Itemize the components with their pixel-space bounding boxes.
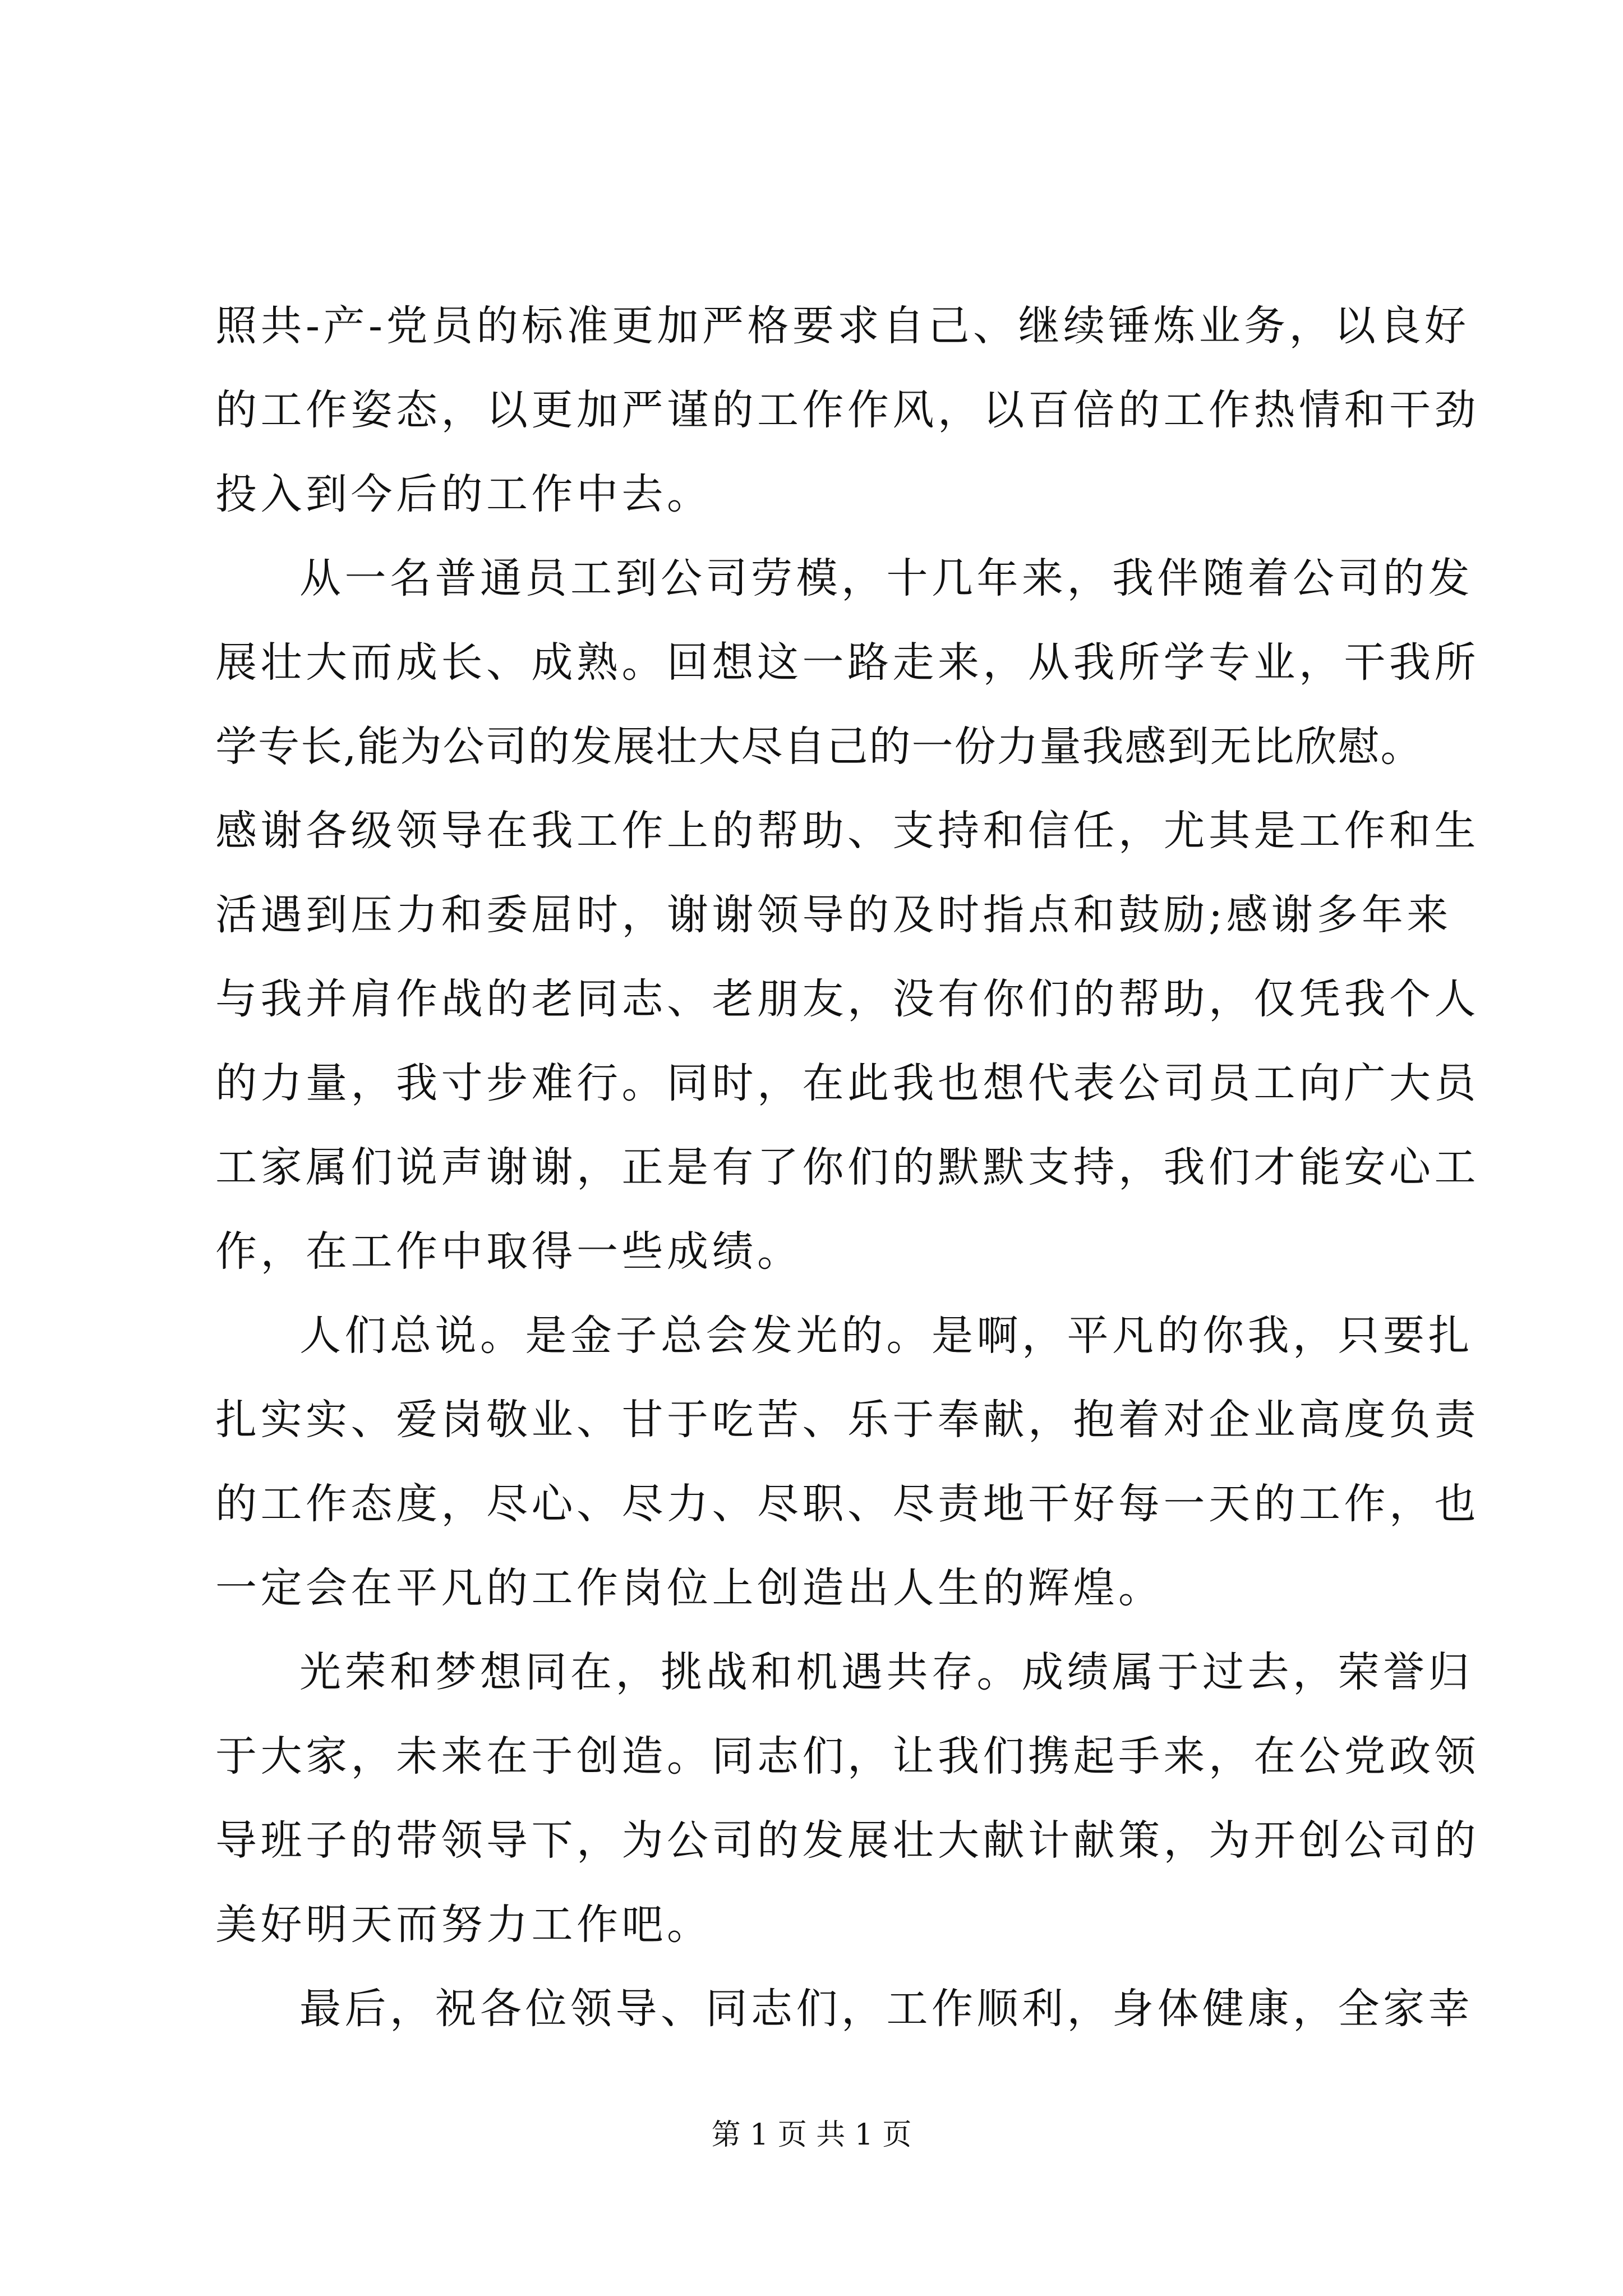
body-text-line: 的工作姿态，以更加严谨的工作作风，以百倍的工作热情和干劲: [215, 386, 1479, 434]
body-text-line: 照共-产-党员的标准更加严格要求自己、继续锤炼业务，以良好: [215, 302, 1470, 350]
body-text-line: 感谢各级领导在我工作上的帮助、支持和信任，尤其是工作和生: [215, 807, 1479, 855]
body-text-line: 美好明天而努力工作吧。: [215, 1901, 712, 1949]
body-text-line: 从一名普通员工到公司劳模，十几年来，我伴随着公司的发: [299, 554, 1473, 602]
body-text-line: 的力量，我寸步难行。同时，在此我也想代表公司员工向广大员: [215, 1059, 1479, 1107]
body-text-line: 最后，祝各位领导、同志们，工作顺利，身体健康，全家幸: [299, 1985, 1473, 2033]
body-text-line: 学专长,能为公司的发展壮大尽自己的一份力量我感到无比欣慰。: [215, 723, 1423, 771]
body-text-line: 活遇到压力和委屈时，谢谢领导的及时指点和鼓励;感谢多年来: [215, 891, 1452, 939]
body-text-line: 光荣和梦想同在，挑战和机遇共存。成绩属于过去，荣誉归: [299, 1648, 1473, 1696]
page-number-footer: 第 1 页 共 1 页: [711, 2118, 912, 2152]
body-text-line: 投入到今后的工作中去。: [215, 470, 712, 518]
body-text-line: 导班子的带领导下，为公司的发展壮大献计献策，为开创公司的: [215, 1816, 1479, 1865]
body-text-line: 的工作态度，尽心、尽力、尽职、尽责地干好每一天的工作，也: [215, 1480, 1479, 1528]
body-text-line: 一定会在平凡的工作岗位上创造出人生的辉煌。: [215, 1564, 1164, 1612]
body-text-line: 人们总说。是金子总会发光的。是啊，平凡的你我，只要扎: [299, 1312, 1473, 1360]
body-text-line: 作，在工作中取得一些成绩。: [215, 1227, 803, 1276]
body-text-line: 扎实实、爱岗敬业、甘于吃苦、乐于奉献，抱着对企业高度负责: [215, 1396, 1479, 1444]
body-text-line: 与我并肩作战的老同志、老朋友，没有你们的帮助，仅凭我个人: [215, 975, 1479, 1023]
body-text-line: 展壮大而成长、成熟。回想这一路走来，从我所学专业，干我所: [215, 638, 1479, 687]
body-text-line: 于大家，未来在于创造。同志们，让我们携起手来，在公党政领: [215, 1732, 1479, 1780]
body-text-line: 工家属们说声谢谢，正是有了你们的默默支持，我们才能安心工: [215, 1143, 1479, 1191]
